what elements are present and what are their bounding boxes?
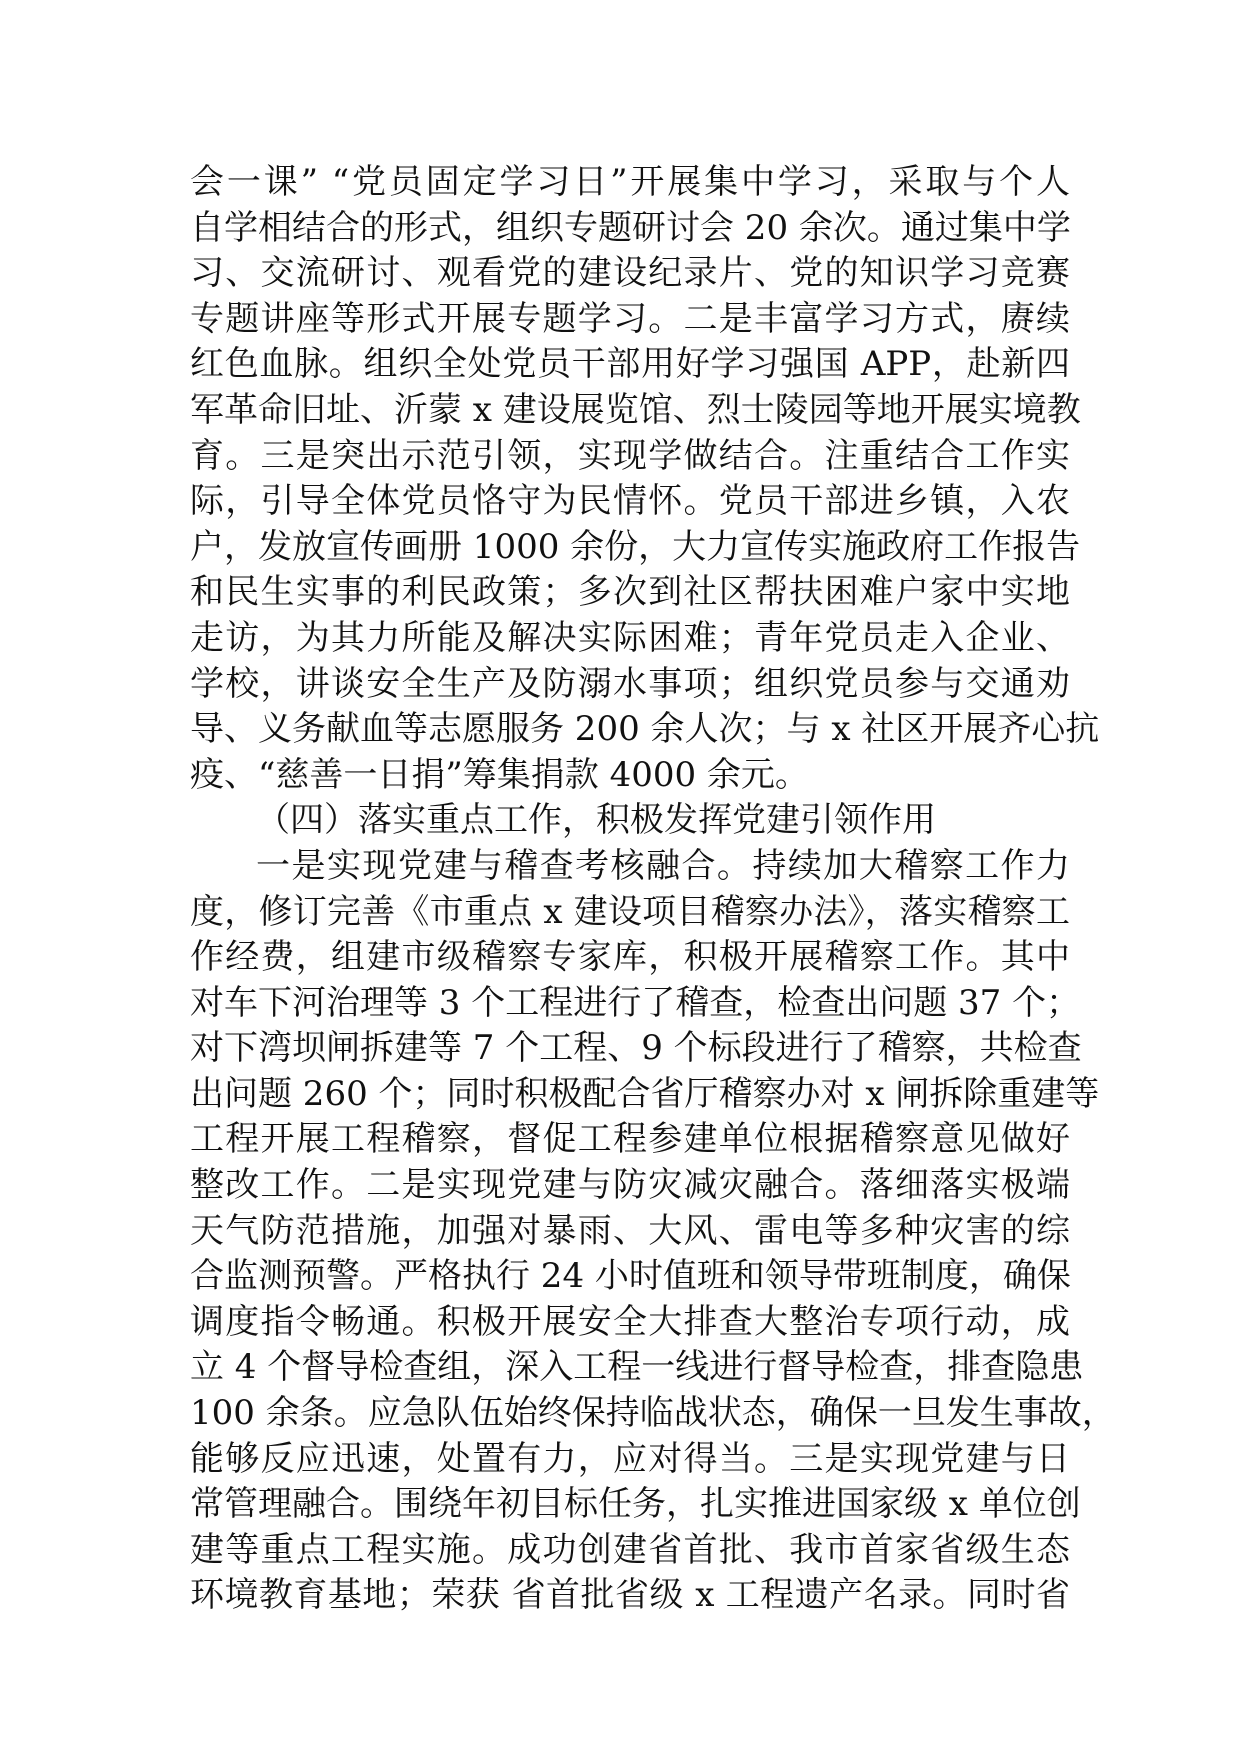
text-line: 能够反应迅速，处置有力，应对得当。三是实现党建与日 [190, 1438, 1070, 1479]
paragraph-1 [190, 160, 1100, 798]
text-line: 出问题 260 个；同时积极配合省厅稽察办对 x 闸拆除重建等 [190, 1073, 1100, 1114]
section-heading: （四）落实重点工作，积极发挥党建引领作用 [256, 800, 936, 841]
text-line: 常管理融合。围绕年初目标任务，扎实推进国家级 x 单位创 [190, 1484, 1081, 1525]
text-line: 专题讲座等形式开展专题学习。二是丰富学习方式，赓续 [190, 298, 1070, 339]
text-line: 100 余条。应急队伍始终保持临战状态，确保一旦发生事故， [190, 1393, 1116, 1434]
document-page [190, 160, 1116, 1619]
text-line: 整改工作。二是实现党建与防灾减灾融合。落细落实极端 [190, 1165, 1070, 1206]
text-line: 会一课” “党员固定学习日”开展集中学习，采取与个人 [190, 162, 1070, 202]
text-line: 疫、“慈善一日捐”筹集捐款 4000 余元。 [190, 754, 809, 795]
text-line: 环境教育基地；荣获 省首批省级 x 工程遗产名录。同时省 [190, 1575, 1070, 1616]
text-line: 户，发放宣传画册 1000 余份，大力宣传实施政府工作报告 [190, 526, 1081, 567]
text-line: 和民生实事的利民政策；多次到社区帮扶困难户家中实地 [190, 572, 1070, 613]
text-line: 导、义务献血等志愿服务 200 余人次；与 x 社区开展齐心抗 [190, 709, 1100, 750]
text-line: 军革命旧址、沂蒙 x 建设展览馆、烈士陵园等地开展实境教 [190, 389, 1081, 430]
text-line: 对下湾坝闸拆建等 7 个工程、9 个标段进行了稽察，共检查 [190, 1028, 1082, 1069]
text-line: 一是实现党建与稽查考核融合。持续加大稽察工作力 [256, 845, 1070, 886]
text-line: 对车下河治理等 3 个工程进行了稽查，检查出问题 37 个； [190, 982, 1081, 1023]
text-line: 际，引导全体党员恪守为民情怀。党员干部进乡镇，入农 [190, 481, 1070, 522]
paragraph-2 [190, 844, 1116, 1619]
text-line: 红色血脉。组织全处党员干部用好学习强国 APP，赴新四 [190, 344, 1070, 385]
text-line: 合监测预警。严格执行 24 小时值班和领导带班制度，确保 [190, 1256, 1071, 1297]
text-line: 建等重点工程实施。成功创建省首批、我市首家省级生态 [190, 1529, 1070, 1570]
text-line: 工程开展工程稽察，督促工程参建单位根据稽察意见做好 [190, 1119, 1070, 1160]
text-line: 天气防范措施，加强对暴雨、大风、雷电等多种灾害的综 [190, 1210, 1070, 1251]
text-line: 自学相结合的形式，组织专题研讨会 20 余次。通过集中学 [190, 207, 1071, 248]
text-line: 走访，为其力所能及解决实际困难；青年党员走入企业、 [190, 617, 1070, 658]
text-line: 作经费，组建市级稽察专家库，积极开展稽察工作。其中 [190, 937, 1070, 978]
text-line: 立 4 个督导检查组，深入工程一线进行督导检查，排查隐患 [190, 1347, 1084, 1388]
text-line: 育。三是突出示范引领，实现学做结合。注重结合工作实 [190, 435, 1070, 476]
text-line: 习、交流研讨、观看党的建设纪录片、党的知识学习竞赛 [190, 253, 1070, 294]
text-line: 调度指令畅通。积极开展安全大排查大整治专项行动，成 [190, 1301, 1070, 1342]
text-line: 学校，讲谈安全生产及防溺水事项；组织党员参与交通劝 [190, 663, 1070, 704]
text-line: 度，修订完善《市重点 x 建设项目稽察办法》，落实稽察工 [190, 891, 1070, 932]
